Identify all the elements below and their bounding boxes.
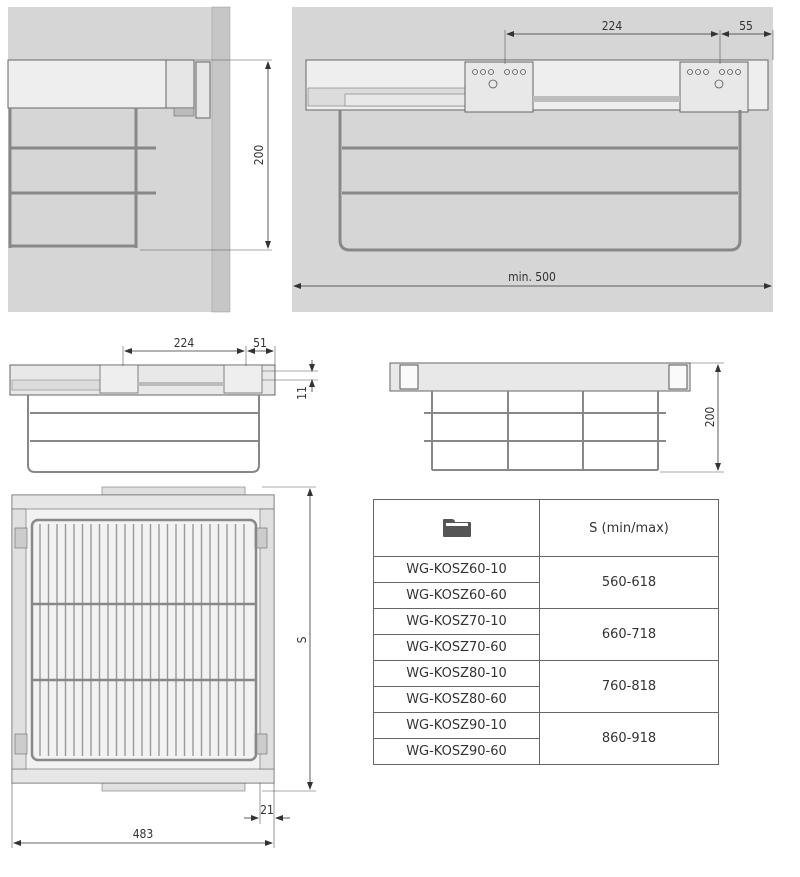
table-row [374, 609, 719, 635]
size-range: 660-718 [540, 609, 719, 661]
product-code: WG-KOSZ60-10 [374, 557, 540, 583]
header-icon-cell [374, 500, 540, 557]
dim-spacing-label: 224 [601, 19, 623, 33]
product-code: WG-KOSZ60-60 [374, 583, 540, 609]
folder-icon [443, 519, 471, 537]
table-row [374, 661, 719, 687]
small-front-view [10, 336, 318, 472]
side-view-panel [8, 7, 272, 312]
header-label: S (min/max) [540, 500, 719, 557]
product-code: WG-KOSZ70-60 [374, 635, 540, 661]
size-range: 860-918 [540, 713, 719, 765]
front-view-panel [292, 7, 773, 312]
dim-side-height-label: 200 [703, 406, 717, 428]
dim-depth-label: S [295, 636, 309, 644]
product-code: WG-KOSZ90-60 [374, 739, 540, 765]
product-code: WG-KOSZ80-10 [374, 661, 540, 687]
product-code: WG-KOSZ80-60 [374, 687, 540, 713]
dim-small-offset-label: 51 [253, 336, 267, 350]
size-range: 560-618 [540, 557, 719, 609]
small-side-view [390, 363, 724, 472]
dim-min-width-label: min. 500 [508, 270, 556, 284]
dim-thickness-label: 11 [295, 386, 309, 400]
table-header-row [374, 500, 719, 557]
size-range: 760-818 [540, 661, 719, 713]
dim-bottom-offset-label: 21 [260, 803, 274, 817]
spec-table [373, 499, 719, 765]
product-code: WG-KOSZ70-10 [374, 609, 540, 635]
table-row [374, 557, 719, 583]
dim-small-spacing-label: 224 [173, 336, 195, 350]
product-code: WG-KOSZ90-10 [374, 713, 540, 739]
table-row [374, 713, 719, 739]
top-view [12, 487, 316, 848]
dim-bottom-width-label: 483 [132, 827, 154, 841]
dim-height-label: 200 [252, 144, 266, 166]
dim-offset-label: 55 [739, 19, 753, 33]
